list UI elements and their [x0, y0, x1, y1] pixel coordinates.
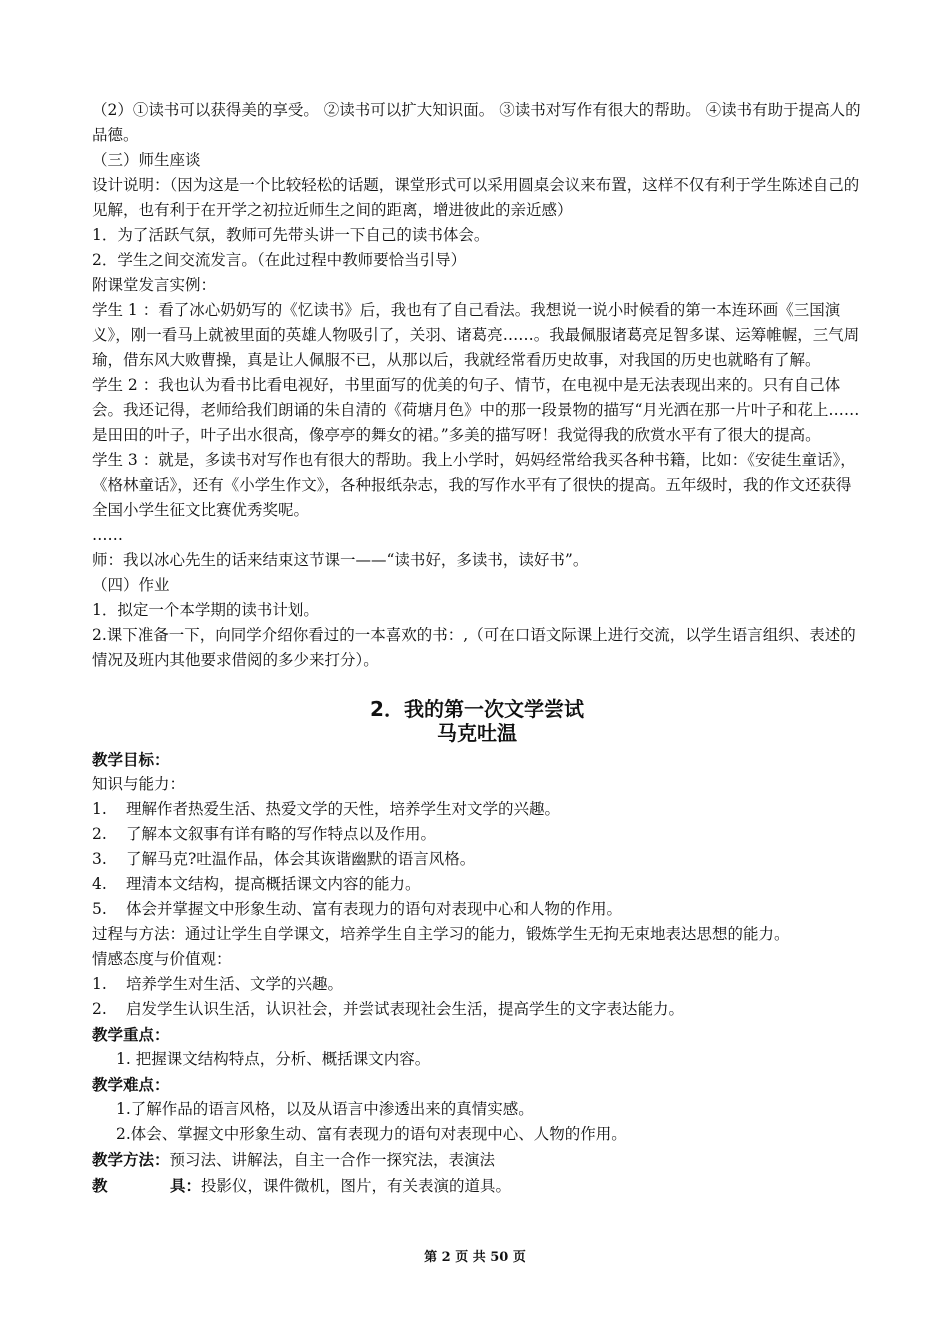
student-speech: 学生 1 ：看了冰心奶奶写的《忆读书》后，我也有了自己看法。我想说一说小时候看的第一本连环画《三国演义》，刚一看马上就被里面的英雄人物吸引了，关羽、诸葛亮……。我最佩服诸葛亮足智多谋、运筹帷幄，三气周瑜，借东风大败曹操，真是让人佩服不已，从那以后，我就经常看历史故事，对我国的历史也就略有了解。: [92, 301, 860, 369]
list-item: [92, 872, 862, 897]
difficulty-item: 2.体会、掌握文中形象生动、富有表现力的语句对表现中心、人物的作用。: [116, 1125, 627, 1143]
list-text: 培养学生对生活、文学的兴趣。: [126, 975, 344, 993]
list-text: 了解马克?吐温作品，体会其诙谐幽默的语言风格。: [126, 850, 476, 868]
paragraph: 1．拟定一个本学期的读书计划。: [92, 601, 319, 619]
key-points-heading: 教学重点：: [92, 1025, 170, 1044]
goals-heading: 教学目标：: [92, 750, 170, 769]
list-item: [92, 847, 862, 872]
list-number: 4.: [92, 875, 107, 893]
list-item: [92, 822, 862, 847]
tools-text: 投影仪，课件微机，图片，有关表演的道具。: [201, 1177, 512, 1195]
page-number: 第 2 页 共 50 页: [424, 1250, 526, 1265]
paragraph: 2.课下准备一下，向同学介绍你看过的一本喜欢的书：,（可在口语文际课上进行交流，以学生语言组织、表述的情况及班内其他要求借阅的多少来打分）。: [92, 626, 856, 669]
student-speech: 学生 3 ：就是，多读书对写作也有很大的帮助。我上小学时，妈妈经常给我买各种书籍，比如：《安徒生童话》，《格林童话》，还有《小学生作文》，各种报纸杂志，我的写作水平有了很快的提高。五年级时，我的作文还获得全国小学生征文比赛优秀奖呢。: [92, 451, 856, 519]
key-point-item: 1. 把握课文结构特点，分析、概括课文内容。: [116, 1050, 431, 1068]
list-number: 3.: [92, 850, 107, 868]
emotion-label: 情感态度与价值观：: [92, 950, 232, 968]
list-text: 理清本文结构，提高概括课文内容的能力。: [126, 875, 421, 893]
paragraph: 1．为了活跃气氛，教师可先带头讲一下自己的读书体会。: [92, 226, 490, 244]
lesson-title: 2．我的第一次文学尝试: [370, 697, 584, 721]
ellipsis: ……: [92, 526, 123, 544]
list-item: [92, 897, 862, 922]
list-text: 体会并掌握文中形象生动、富有表现力的语句对表现中心和人物的作用。: [126, 900, 623, 918]
methods-label: 教学方法：: [92, 1150, 170, 1169]
list-text: 启发学生认识生活，认识社会，并尝试表现社会生活，提高学生的文字表达能力。: [126, 1000, 685, 1018]
process-method: 过程与方法：通过让学生自学课文，培养学生自主学习的能力，锻炼学生无拘无束地表达思想的能力。: [92, 925, 790, 943]
teacher-speech: 师：我以冰心先生的话来结束这节课一——“读书好，多读书，读好书”。: [92, 551, 589, 569]
list-text: 了解本文叙事有详有略的写作特点以及作用。: [126, 825, 437, 843]
paragraph: 设计说明：（因为这是一个比较轻松的话题，课堂形式可以采用圆桌会议来布置，这样不仅有利于学生陈述自己的见解，也有利于在开学之初拉近师生之间的距离，增进彼此的亲近感）: [92, 176, 860, 219]
lesson-author: 马克吐温: [437, 721, 517, 745]
list-number: 5.: [92, 900, 107, 918]
document-body: [92, 98, 862, 1199]
difficulty-item: 1.了解作品的语言风格，以及从语言中渗透出来的真情实感。: [116, 1100, 534, 1118]
tools-line: [92, 1173, 862, 1199]
paragraph: 2．学生之间交流发言。（在此过程中教师要恰当引导）: [92, 251, 467, 269]
knowledge-label: 知识与能力：: [92, 775, 186, 793]
list-number: 1.: [92, 800, 107, 818]
lesson-title-block: [92, 697, 862, 745]
paragraph: 附课堂发言实例：: [92, 276, 217, 294]
methods-line: [92, 1147, 862, 1173]
list-number: 2.: [92, 825, 107, 843]
student-speech: 学生 2 ：我也认为看书比看电视好，书里面写的优美的句子、情节，在电视中是无法表现出来的。只有自己体会。我还记得，老师给我们朗诵的朱自清的《荷塘月色》中的那一段景物的描写“月光洒在那一片叶子和花上……是田田的叶子，叶子出水很高，像亭亭的舞女的裙。”多美的描写呀！我觉得我的欣赏水平有了很大的提高。: [92, 376, 860, 444]
section-heading: （四）作业: [92, 576, 170, 594]
difficulties-heading: 教学难点：: [92, 1075, 170, 1094]
list-item: [92, 797, 862, 822]
list-number: 2.: [92, 1000, 107, 1018]
tools-label-b: 具：: [170, 1176, 202, 1195]
list-text: 理解作者热爱生活、热爱文学的天性，培养学生对文学的兴趣。: [126, 800, 561, 818]
section-heading: （三）师生座谈: [92, 151, 201, 169]
list-item: [92, 997, 862, 1022]
list-item: [92, 972, 862, 997]
list-number: 1.: [92, 975, 107, 993]
paragraph: （2）①读书可以获得美的享受。 ②读书可以扩大知识面。 ③读书对写作有很大的帮助。 ④读书有助于提高人的品德。: [92, 101, 861, 144]
tools-label-a: 教: [92, 1176, 108, 1195]
methods-text: 预习法、讲解法，自主一合作一探究法，表演法: [169, 1151, 496, 1169]
